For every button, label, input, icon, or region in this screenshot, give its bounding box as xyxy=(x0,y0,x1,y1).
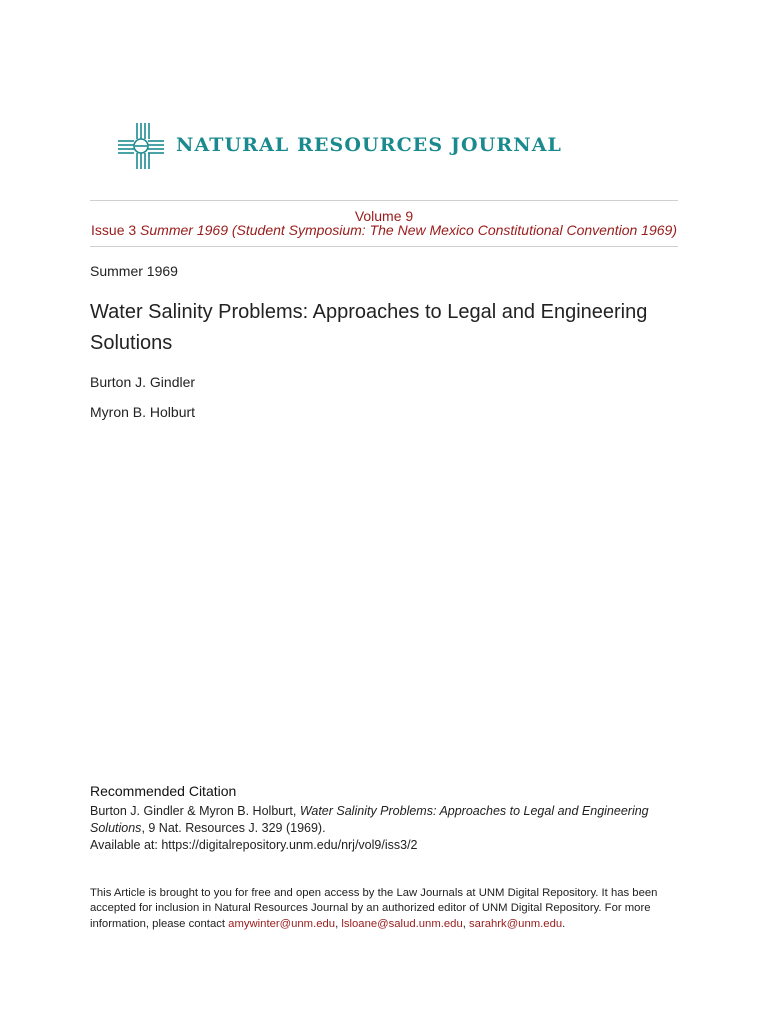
volume-link[interactable]: Volume 9 xyxy=(354,208,414,224)
recommended-citation-heading: Recommended Citation xyxy=(90,783,237,799)
footer-text: This Article is brought to you for free and open access by the Law Journals at UNM Digital Repository. It has been accepted for inclusion in Natural Resources Journal by an authorized editor of UNM Digital Repository. For more information, please contact xyxy=(90,887,658,930)
citation-source: , 9 Nat. Resources J. 329 (1969). xyxy=(141,821,326,835)
author-1[interactable]: Burton J. Gindler xyxy=(90,374,196,390)
journal-name: NATURAL RESOURCES JOURNAL xyxy=(176,134,562,156)
issue-label: Issue 3 xyxy=(91,222,137,238)
citation-url[interactable]: Available at: https://digitalrepository.unm.edu/nrj/vol9/iss3/2 xyxy=(90,838,418,852)
footer-notice xyxy=(90,886,680,932)
email-separator-2: , xyxy=(462,917,470,930)
divider-top xyxy=(90,200,678,201)
zia-sun-symbol-icon xyxy=(118,122,164,170)
citation-text xyxy=(90,803,690,854)
issue-title: Summer 1969 (Student Symposium: The New Mexico Constitutional Convention 1969) xyxy=(140,222,677,238)
footer-end: . xyxy=(562,917,566,930)
email-link-1[interactable]: amywinter@unm.edu xyxy=(228,917,336,930)
article-title: Water Salinity Problems: Approaches to Legal and Engineering Solutions xyxy=(90,301,648,354)
email-link-2[interactable]: lsloane@salud.unm.edu xyxy=(341,917,463,930)
citation-authors: Burton J. Gindler & Myron B. Holburt, xyxy=(90,804,300,818)
citation-title: Water Salinity Problems: Approaches to Legal and Engineering Solutions xyxy=(90,804,649,835)
author-2[interactable]: Myron B. Holburt xyxy=(90,404,196,420)
email-separator-1: , xyxy=(335,917,342,930)
divider-bottom xyxy=(90,246,678,247)
issue-link[interactable] xyxy=(90,222,678,238)
email-link-3[interactable]: sarahrk@unm.edu xyxy=(469,917,563,930)
article-date: Summer 1969 xyxy=(90,263,178,279)
